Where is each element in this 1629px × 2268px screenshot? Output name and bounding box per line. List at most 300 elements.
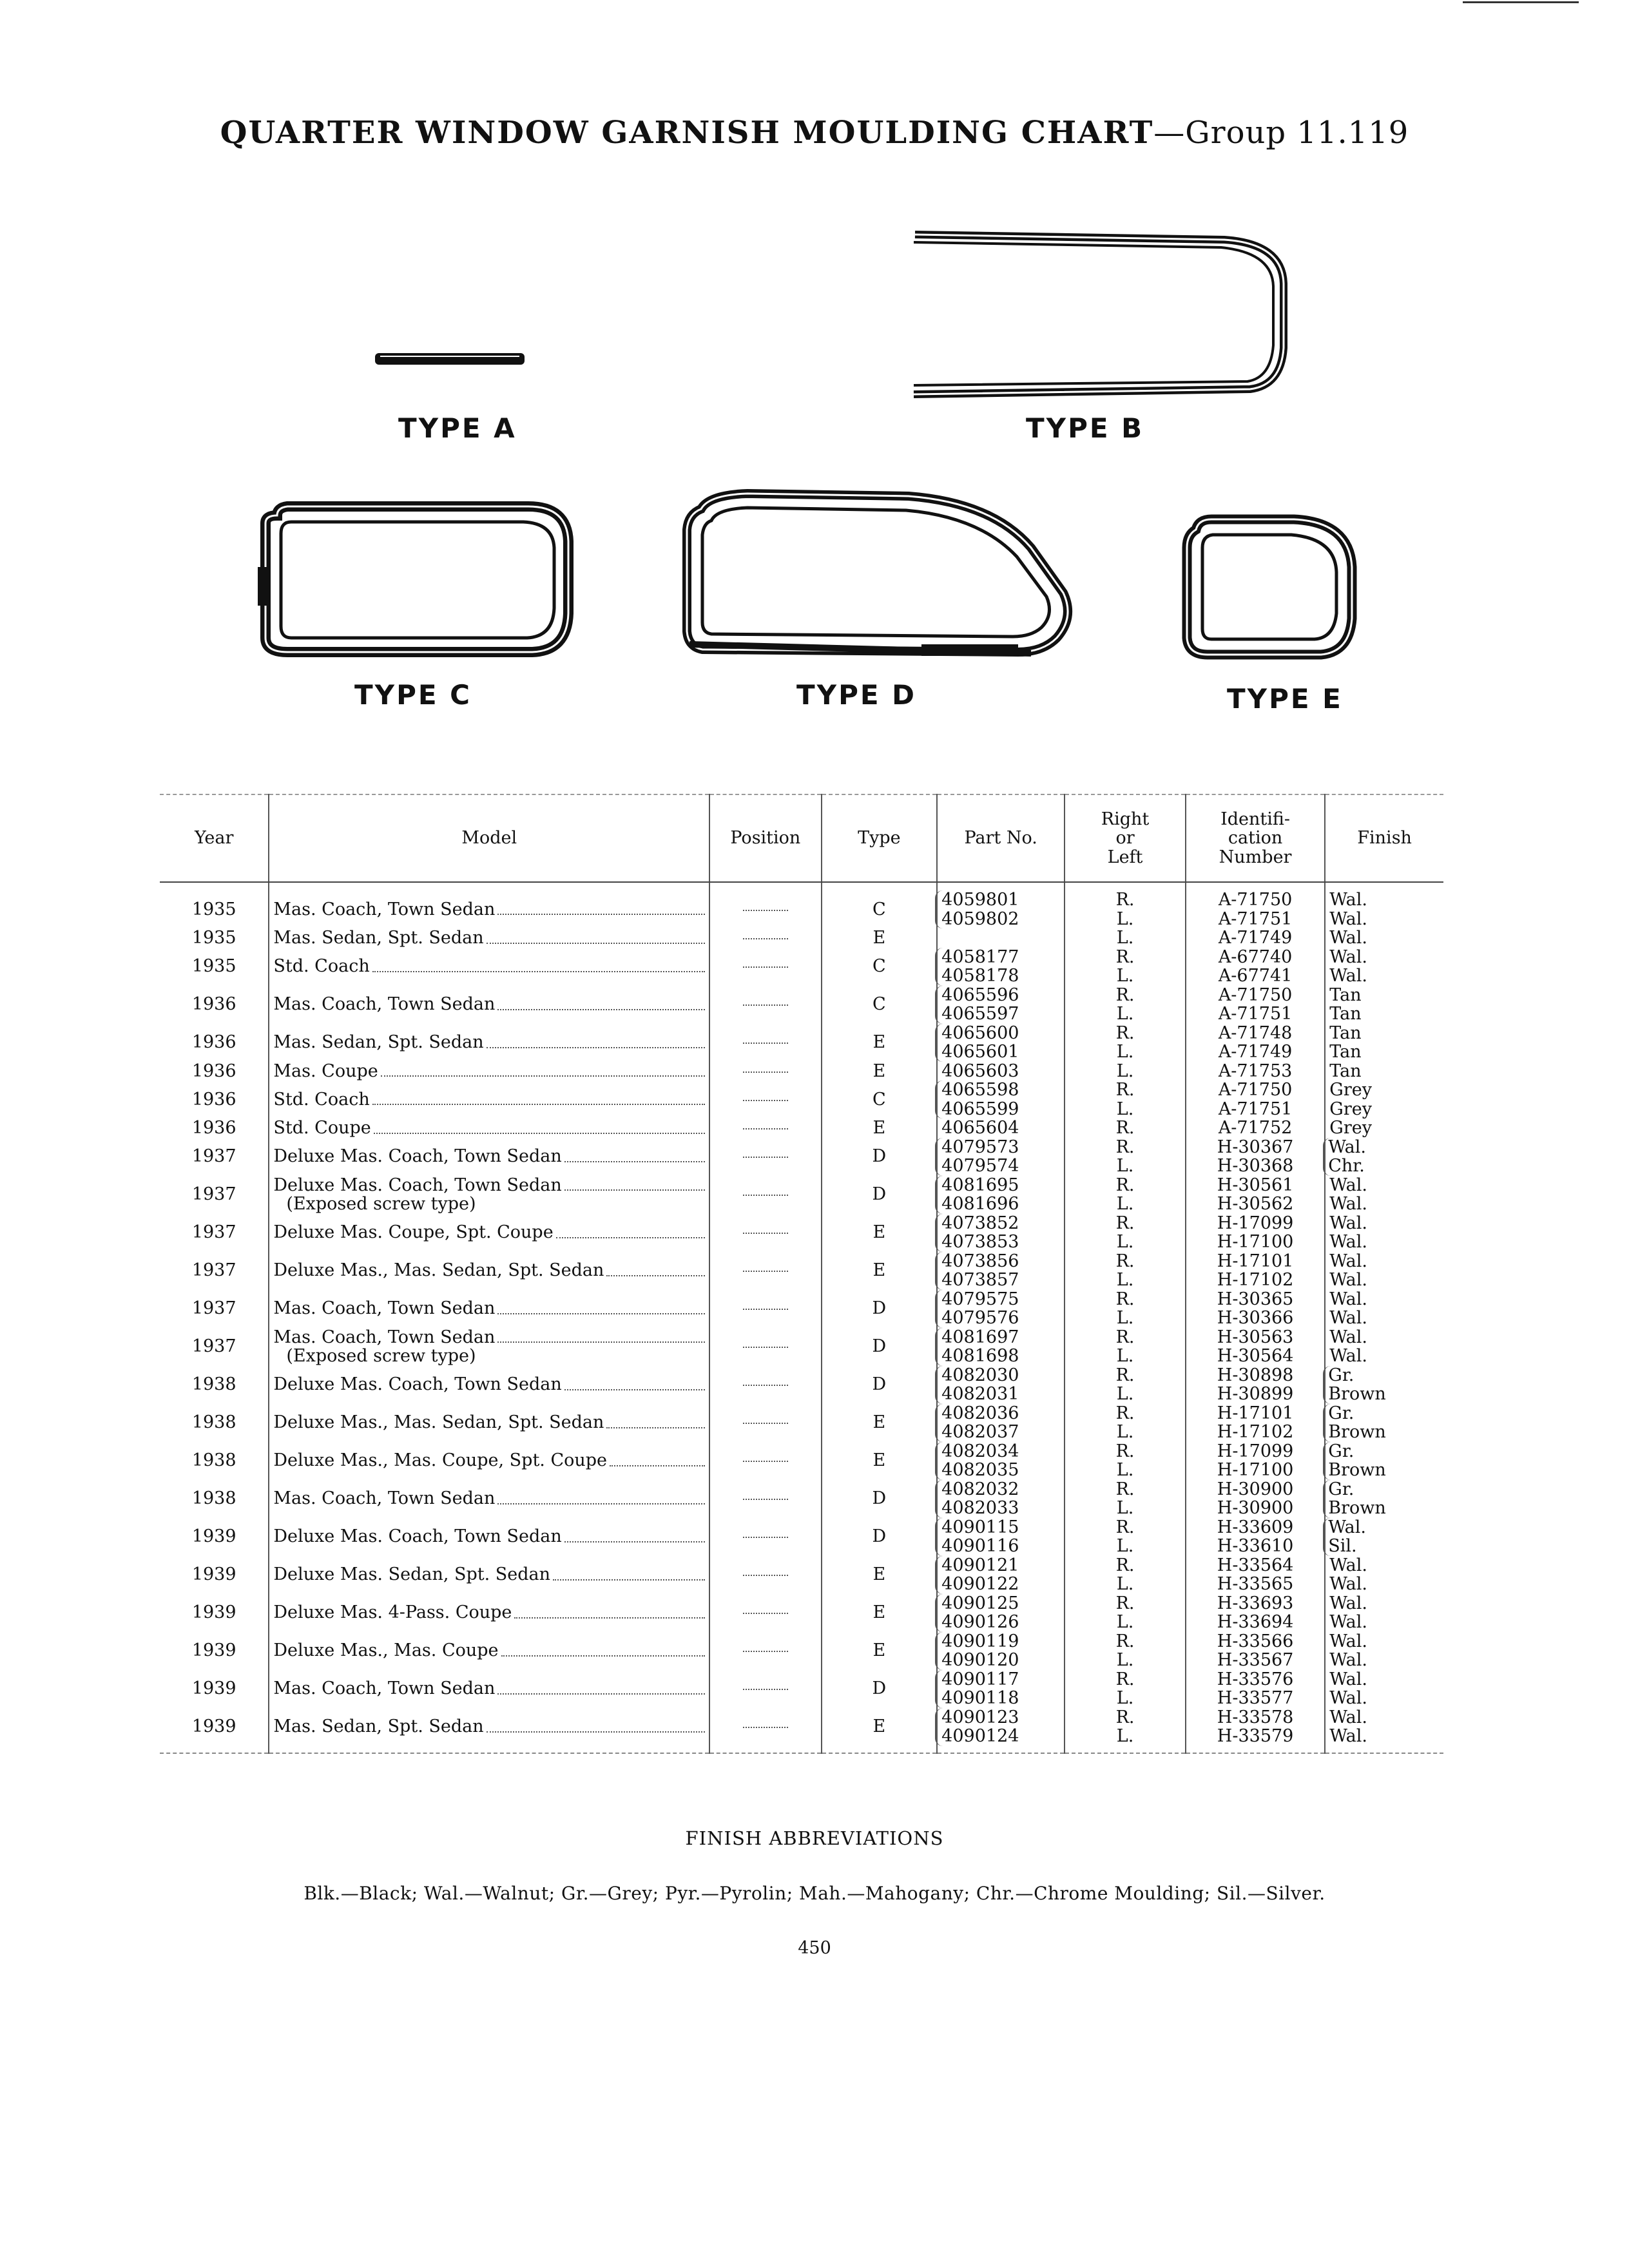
finish-value: Grey xyxy=(1329,1118,1372,1138)
identification-number: H-30561 xyxy=(1217,1175,1294,1195)
identification-number: H-17099 xyxy=(1217,1213,1294,1233)
side-value: R. xyxy=(1115,1669,1135,1689)
identification-number: A-71748 xyxy=(1218,1023,1293,1043)
position-dots xyxy=(743,1726,788,1728)
side-value: R. xyxy=(1115,1137,1135,1157)
cell-identification-number xyxy=(1186,1252,1325,1290)
table-row xyxy=(160,882,1443,928)
type-b-moulding xyxy=(914,235,1284,394)
finish-value: Gr. xyxy=(1328,1479,1354,1499)
table-row xyxy=(160,1556,1443,1594)
side-value: L. xyxy=(1116,1099,1134,1119)
model-line xyxy=(273,1641,705,1660)
cell-finish xyxy=(1325,1518,1443,1556)
position-dots xyxy=(743,1384,788,1386)
leader-dots xyxy=(564,1160,705,1162)
cell-identification-number xyxy=(1186,986,1325,1024)
part-number-group xyxy=(935,1594,1060,1632)
finish-abbreviations-text: Blk.—Black; Wal.—Walnut; Gr.—Grey; Pyr.—Pyrolin; Mah.—Mahogany; Chr.—Chrome Moulding; Sil.—Silver. xyxy=(304,1883,1325,1904)
part-number: 4090122 xyxy=(941,1574,1019,1594)
identification-number: H-33610 xyxy=(1217,1536,1294,1556)
cell-model xyxy=(269,1328,709,1366)
cell-position xyxy=(709,928,821,948)
cell-type: E xyxy=(822,1119,938,1138)
cell-right-or-left xyxy=(1065,1119,1186,1138)
cell-type: E xyxy=(822,1594,938,1632)
side-value: L. xyxy=(1116,1498,1134,1518)
finish-value: Wal. xyxy=(1329,1327,1367,1347)
finish-value: Wal. xyxy=(1329,1289,1367,1309)
model-text: Deluxe Mas. Coach, Town Sedan xyxy=(273,1146,562,1167)
cell-right-or-left xyxy=(1065,1404,1186,1442)
cell-model xyxy=(269,1366,709,1404)
side-value: R. xyxy=(1115,1631,1135,1651)
garnish-moulding-table xyxy=(160,794,1443,1754)
part-number: 4065604 xyxy=(941,1118,1019,1138)
finish-value: Wal. xyxy=(1329,928,1367,948)
table-row xyxy=(160,1062,1443,1081)
side-value: R. xyxy=(1115,1080,1135,1100)
cell-part-no xyxy=(937,948,1065,986)
cell-right-or-left xyxy=(1065,1214,1186,1252)
part-number-group xyxy=(941,1119,1060,1138)
cell-finish xyxy=(1325,1594,1443,1632)
finish-group xyxy=(1329,1024,1440,1062)
cell-year: 1938 xyxy=(191,1450,236,1471)
cell-type: E xyxy=(822,1632,938,1670)
cell-position xyxy=(709,948,821,986)
identification-number: H-30563 xyxy=(1217,1327,1294,1347)
cell-year: 1937 xyxy=(191,1146,236,1167)
finish-value: Gr. xyxy=(1328,1441,1354,1461)
type-c-moulding xyxy=(258,506,568,652)
position-dots xyxy=(743,1194,788,1196)
type-c-label: TYPE C xyxy=(354,679,472,711)
cell-position xyxy=(709,1214,821,1252)
position-dots xyxy=(743,1536,788,1538)
cell-year: 1937 xyxy=(191,1184,236,1205)
side-value: R. xyxy=(1115,1403,1135,1423)
finish-value: Wal. xyxy=(1329,1631,1367,1651)
position-dots xyxy=(743,1346,788,1348)
identification-number: H-17100 xyxy=(1217,1232,1294,1252)
finish-value: Wal. xyxy=(1329,1688,1367,1708)
finish-value: Wal. xyxy=(1329,1346,1367,1366)
model-line xyxy=(273,1413,705,1432)
position-dots xyxy=(743,1574,788,1576)
cell-model xyxy=(269,1119,709,1138)
side-value: R. xyxy=(1115,1707,1135,1727)
cell-right-or-left xyxy=(1065,1556,1186,1594)
position-dots xyxy=(743,1232,788,1234)
model-line xyxy=(273,1090,705,1110)
cell-identification-number xyxy=(1186,1138,1325,1176)
finish-value: Wal. xyxy=(1329,1213,1367,1233)
part-number: 4073857 xyxy=(941,1270,1019,1290)
cell-type: E xyxy=(822,1214,938,1252)
type-e-moulding xyxy=(1187,519,1352,655)
model-text: Mas. Sedan, Spt. Sedan xyxy=(273,928,484,948)
side-value: L. xyxy=(1116,1536,1134,1556)
table-row xyxy=(160,1480,1443,1518)
finish-value: Brown xyxy=(1328,1384,1386,1404)
finish-value: Sil. xyxy=(1328,1536,1357,1556)
finish-value: Wal. xyxy=(1329,890,1367,910)
cell-finish xyxy=(1325,1442,1443,1480)
cell-finish xyxy=(1325,1081,1443,1119)
table-row xyxy=(160,1119,1443,1138)
identification-number: H-17102 xyxy=(1217,1270,1294,1290)
type-b-label: TYPE B xyxy=(1026,412,1144,444)
part-number: 4090120 xyxy=(941,1650,1019,1670)
model-line xyxy=(273,1375,705,1394)
model-text: Std. Coach xyxy=(273,1089,370,1110)
part-number: 4082031 xyxy=(941,1384,1019,1404)
identification-number: H-30562 xyxy=(1217,1194,1294,1214)
part-number: 4082033 xyxy=(941,1498,1019,1518)
finish-group xyxy=(1329,1670,1440,1708)
part-number-group xyxy=(935,1670,1060,1708)
side-value: L. xyxy=(1116,1232,1134,1252)
identification-number: H-17101 xyxy=(1217,1403,1294,1423)
part-number: 4065596 xyxy=(941,985,1019,1005)
cell-right-or-left xyxy=(1065,948,1186,986)
cell-part-no xyxy=(937,1480,1065,1518)
cell-position xyxy=(709,1024,821,1062)
finish-value: Wal. xyxy=(1329,1593,1367,1613)
finish-value: Wal. xyxy=(1329,1555,1367,1575)
cell-part-no xyxy=(937,1594,1065,1632)
leader-dots xyxy=(564,1189,705,1191)
finish-group xyxy=(1329,1081,1440,1119)
cell-right-or-left xyxy=(1065,1252,1186,1290)
model-text: Deluxe Mas., Mas. Coupe xyxy=(273,1640,499,1661)
identification-number: H-17101 xyxy=(1217,1251,1294,1271)
side-value: L. xyxy=(1116,1384,1134,1404)
cell-model xyxy=(269,882,709,928)
model-text: Mas. Coach, Town Sedan xyxy=(273,1327,496,1347)
cell-finish xyxy=(1325,1670,1443,1708)
leader-dots xyxy=(497,1503,705,1504)
cell-part-no xyxy=(937,1119,1065,1138)
leader-dots xyxy=(564,1541,705,1542)
cell-year: 1936 xyxy=(191,994,236,1015)
model-text: Deluxe Mas. Sedan, Spt. Sedan xyxy=(273,1564,551,1585)
identification-number: H-33693 xyxy=(1217,1593,1294,1613)
cell-finish xyxy=(1325,1176,1443,1214)
cell-part-no xyxy=(937,1518,1065,1556)
finish-group xyxy=(1329,1632,1440,1670)
cell-identification-number xyxy=(1186,1214,1325,1252)
finish-group xyxy=(1329,1290,1440,1328)
identification-number: A-67740 xyxy=(1218,947,1293,967)
part-number: 4090126 xyxy=(941,1612,1019,1632)
leader-dots xyxy=(497,913,705,915)
table-row xyxy=(160,1290,1443,1328)
cell-right-or-left xyxy=(1065,928,1186,948)
finish-value: Gr. xyxy=(1328,1365,1354,1385)
identification-number: H-30368 xyxy=(1217,1156,1294,1176)
finish-value: Wal. xyxy=(1329,947,1367,967)
cell-type: C xyxy=(822,986,938,1024)
cell-identification-number xyxy=(1186,1366,1325,1404)
finish-value: Wal. xyxy=(1329,1251,1367,1271)
cell-finish xyxy=(1325,928,1443,948)
cell-identification-number xyxy=(1186,948,1325,986)
model-line xyxy=(273,1223,705,1242)
part-number-group xyxy=(935,890,1060,928)
part-number: 4090123 xyxy=(941,1707,1019,1727)
title-group: —Group 11.119 xyxy=(1153,115,1409,151)
table-row xyxy=(160,1366,1443,1404)
part-number-group xyxy=(935,1328,1060,1366)
finish-value: Brown xyxy=(1328,1460,1386,1480)
part-number: 4059802 xyxy=(941,908,1019,929)
cell-finish xyxy=(1325,1632,1443,1670)
side-value: R. xyxy=(1115,985,1135,1005)
cell-model xyxy=(269,1252,709,1290)
cell-finish xyxy=(1325,1062,1443,1081)
identification-number: H-33579 xyxy=(1217,1726,1294,1746)
cell-identification-number xyxy=(1186,1404,1325,1442)
table-row xyxy=(160,1328,1443,1366)
position-dots xyxy=(743,937,788,939)
finish-group xyxy=(1329,948,1440,986)
part-number: 4073853 xyxy=(941,1232,1019,1252)
finish-group xyxy=(1329,986,1440,1024)
model-text: Mas. Sedan, Spt. Sedan xyxy=(273,1716,484,1737)
model-line xyxy=(273,1328,705,1347)
header-model: Model xyxy=(269,794,709,882)
cell-year: 1935 xyxy=(191,956,236,977)
cell-right-or-left xyxy=(1065,1328,1186,1366)
header-finish: Finish xyxy=(1325,794,1443,882)
identification-number: H-30365 xyxy=(1217,1289,1294,1309)
identification-number: H-33576 xyxy=(1217,1669,1294,1689)
finish-value: Chr. xyxy=(1328,1156,1365,1176)
cell-model xyxy=(269,1594,709,1632)
finish-group xyxy=(1329,1062,1440,1081)
part-number: 4065603 xyxy=(941,1061,1019,1081)
cell-identification-number xyxy=(1186,1556,1325,1594)
finish-group xyxy=(1329,1119,1440,1138)
header-side-line: Left xyxy=(1107,847,1143,867)
table-row xyxy=(160,1252,1443,1290)
part-number: 4079575 xyxy=(941,1289,1019,1309)
model-line xyxy=(273,957,705,976)
position-dots xyxy=(743,1688,788,1690)
identification-number: A-71751 xyxy=(1218,1099,1293,1119)
part-number: 4058178 xyxy=(941,966,1019,986)
part-number: 4081698 xyxy=(941,1346,1019,1366)
side-value: R. xyxy=(1115,1593,1135,1613)
cell-right-or-left xyxy=(1065,1138,1186,1176)
part-number: 4073856 xyxy=(941,1251,1019,1271)
finish-value: Wal. xyxy=(1329,966,1367,986)
cell-identification-number xyxy=(1186,1062,1325,1081)
table-row xyxy=(160,1214,1443,1252)
cell-model xyxy=(269,928,709,948)
cell-type: E xyxy=(822,1252,938,1290)
cell-right-or-left xyxy=(1065,1632,1186,1670)
cell-model xyxy=(269,1176,709,1214)
identification-number: H-17099 xyxy=(1217,1441,1294,1461)
cell-identification-number xyxy=(1186,1290,1325,1328)
leader-dots xyxy=(553,1579,705,1581)
cell-finish xyxy=(1325,986,1443,1024)
part-number: 4082036 xyxy=(941,1403,1019,1423)
identification-number: H-33694 xyxy=(1217,1612,1294,1632)
cell-part-no xyxy=(937,986,1065,1024)
finish-value: Wal. xyxy=(1329,1308,1367,1328)
cell-identification-number xyxy=(1186,1442,1325,1480)
finish-value: Brown xyxy=(1328,1422,1386,1442)
side-value: R. xyxy=(1115,1555,1135,1575)
cell-model xyxy=(269,1404,709,1442)
part-number: 4065598 xyxy=(941,1080,1019,1100)
cell-right-or-left xyxy=(1065,1518,1186,1556)
page-number: 450 xyxy=(798,1938,831,1958)
header-identification-number xyxy=(1186,794,1325,882)
table-row xyxy=(160,948,1443,986)
cell-model xyxy=(269,1290,709,1328)
leader-dots xyxy=(610,1465,705,1466)
identification-number: H-33578 xyxy=(1217,1707,1294,1727)
part-number-group xyxy=(935,1081,1060,1119)
header-ident-line: cation xyxy=(1228,828,1283,849)
type-d-moulding xyxy=(687,494,1068,656)
cell-part-no xyxy=(937,1024,1065,1062)
finish-value: Tan xyxy=(1329,985,1362,1005)
cell-part-no xyxy=(937,1214,1065,1252)
header-right-or-left xyxy=(1065,794,1186,882)
finish-value: Wal. xyxy=(1329,1175,1367,1195)
cell-identification-number xyxy=(1186,1708,1325,1753)
cell-finish xyxy=(1325,1366,1443,1404)
part-number: 4079573 xyxy=(941,1137,1019,1157)
part-number: 4090117 xyxy=(941,1669,1019,1689)
cell-part-no xyxy=(937,1708,1065,1753)
cell-part-no xyxy=(937,1081,1065,1119)
model-text: Deluxe Mas. Coach, Town Sedan xyxy=(273,1526,562,1547)
side-value: R. xyxy=(1115,1479,1135,1499)
position-dots xyxy=(743,1460,788,1462)
side-value: L. xyxy=(1116,1346,1134,1366)
cell-part-no xyxy=(937,1670,1065,1708)
position-dots xyxy=(743,1128,788,1129)
cell-model xyxy=(269,1214,709,1252)
cell-type: D xyxy=(822,1176,938,1214)
cell-year: 1938 xyxy=(191,1488,236,1509)
leader-dots xyxy=(497,1341,705,1343)
cell-finish xyxy=(1325,1328,1443,1366)
cell-type: E xyxy=(822,1062,938,1081)
model-text: Deluxe Mas., Mas. Sedan, Spt. Sedan xyxy=(273,1412,604,1433)
cell-finish xyxy=(1325,1252,1443,1290)
cell-part-no xyxy=(937,1290,1065,1328)
part-number-group xyxy=(935,1708,1060,1746)
side-value: R. xyxy=(1115,1365,1135,1385)
header-part-no: Part No. xyxy=(937,794,1065,882)
part-number-group xyxy=(935,1480,1060,1518)
side-value: R. xyxy=(1115,1289,1135,1309)
cell-year: 1936 xyxy=(191,1061,236,1081)
cell-right-or-left xyxy=(1065,1442,1186,1480)
leader-dots xyxy=(564,1389,705,1390)
leader-dots xyxy=(374,1132,705,1134)
position-dots xyxy=(743,1498,788,1500)
part-number: 4065597 xyxy=(941,1004,1019,1024)
cell-identification-number xyxy=(1186,1632,1325,1670)
cell-type: D xyxy=(822,1290,938,1328)
cell-type: C xyxy=(822,948,938,986)
cell-position xyxy=(709,1404,821,1442)
cell-year: 1939 xyxy=(191,1678,236,1699)
side-value: L. xyxy=(1116,1308,1134,1328)
cell-finish xyxy=(1325,1404,1443,1442)
side-value: L. xyxy=(1116,928,1134,948)
cell-type: D xyxy=(822,1138,938,1176)
model-text: Mas. Coach, Town Sedan xyxy=(273,899,496,919)
cell-type: E xyxy=(822,1404,938,1442)
side-value: R. xyxy=(1115,1175,1135,1195)
model-line xyxy=(273,1451,705,1470)
position-dots xyxy=(743,1042,788,1044)
cell-year: 1936 xyxy=(191,1032,236,1053)
cell-finish xyxy=(1325,1214,1443,1252)
finish-group xyxy=(1323,1480,1440,1518)
side-value: R. xyxy=(1115,890,1135,910)
cell-finish xyxy=(1325,948,1443,986)
cell-year: 1936 xyxy=(191,1118,236,1138)
model-note: (Exposed screw type) xyxy=(286,1346,476,1366)
cell-finish xyxy=(1325,1138,1443,1176)
model-line xyxy=(273,995,705,1014)
model-text: Mas. Coach, Town Sedan xyxy=(273,1298,496,1319)
cell-finish xyxy=(1325,1480,1443,1518)
cell-identification-number xyxy=(1186,1670,1325,1708)
part-number-group xyxy=(935,1138,1060,1176)
cell-type: E xyxy=(822,1442,938,1480)
cell-position xyxy=(709,1366,821,1404)
part-number: 4090118 xyxy=(941,1688,1019,1708)
cell-right-or-left xyxy=(1065,1670,1186,1708)
finish-group xyxy=(1323,1404,1440,1442)
table-body xyxy=(160,882,1443,1753)
position-dots xyxy=(743,966,788,968)
model-text: Deluxe Mas. Coupe, Spt. Coupe xyxy=(273,1222,554,1243)
identification-number: H-30899 xyxy=(1217,1384,1294,1404)
model-text: Std. Coach xyxy=(273,956,370,977)
finish-group xyxy=(1329,890,1440,928)
part-number-group xyxy=(935,1290,1060,1328)
cell-identification-number xyxy=(1186,1176,1325,1214)
header-year: Year xyxy=(160,794,269,882)
cell-type: E xyxy=(822,928,938,948)
cell-model xyxy=(269,1518,709,1556)
model-line xyxy=(273,1527,705,1546)
header-ident-line: Identifi- xyxy=(1220,809,1291,829)
cell-finish xyxy=(1325,1708,1443,1753)
cell-year: 1938 xyxy=(191,1374,236,1395)
side-value: R. xyxy=(1115,1327,1135,1347)
model-line xyxy=(273,1147,705,1166)
identification-number: H-33566 xyxy=(1217,1631,1294,1651)
cell-identification-number xyxy=(1186,1328,1325,1366)
side-value: R. xyxy=(1115,1517,1135,1537)
side-value: R. xyxy=(1115,1213,1135,1233)
cell-part-no xyxy=(937,1252,1065,1290)
